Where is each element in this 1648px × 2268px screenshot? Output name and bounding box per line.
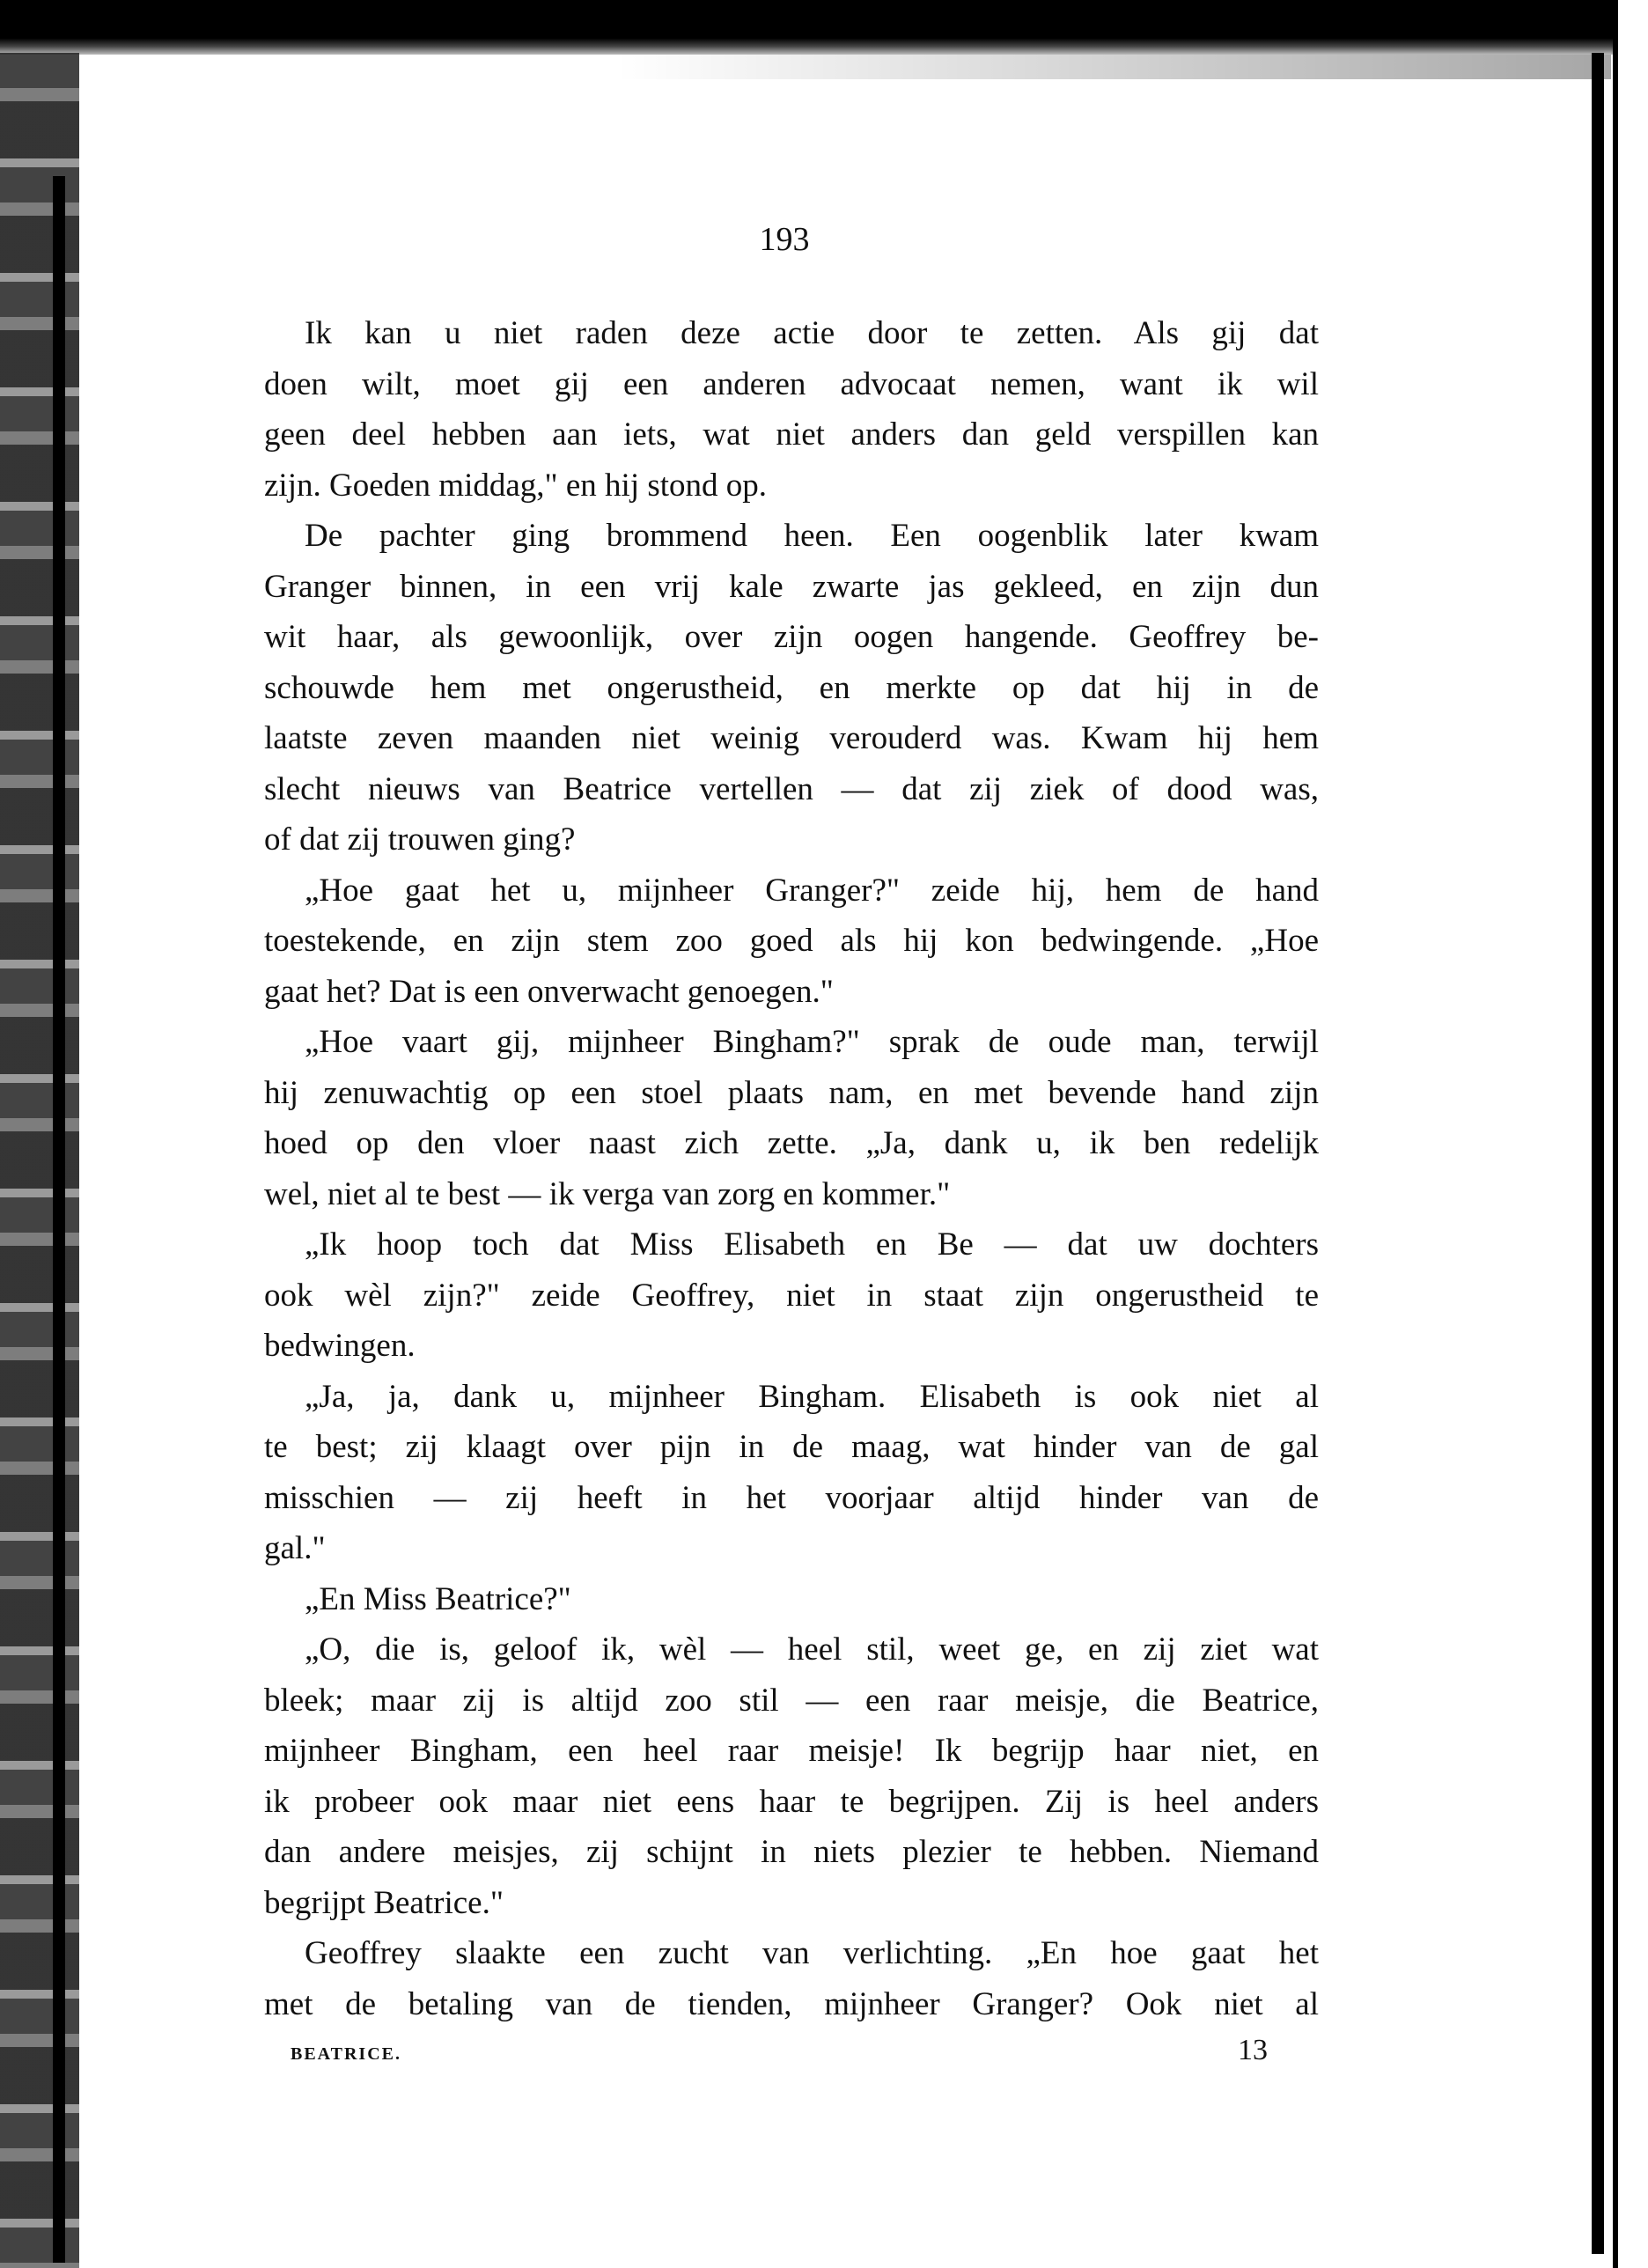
text-line: misschien — zij heeft in het voorjaar altijd hinder van de bbox=[264, 1479, 1319, 1516]
text-line: zijn. Goeden middag," en hij stond op. bbox=[264, 467, 768, 504]
text-line: gal." bbox=[264, 1530, 326, 1566]
text-line: geen deel hebben aan iets, wat niet anders dan geld verspillen kan bbox=[264, 416, 1319, 453]
text-line: met de betaling van de tienden, mijnheer Granger? Ook niet al bbox=[264, 1985, 1319, 2022]
text-line: „Ik hoop toch dat Miss Elisabeth en Be — dat uw dochters bbox=[305, 1226, 1319, 1263]
scan-shadow bbox=[616, 55, 1611, 79]
signature-mark: BEATRICE. bbox=[291, 2044, 401, 2064]
text-line: dan andere meisjes, zij schijnt in niets plezier te hebben. Niemand bbox=[264, 1834, 1319, 1870]
text-line: laatste zeven maanden niet weinig verouderd was. Kwam hij hem bbox=[264, 720, 1319, 756]
text-line: wit haar, als gewoonlijk, over zijn oogen hangende. Geoffrey be- bbox=[264, 619, 1319, 655]
text-line: hij zenuwachtig op een stoel plaats nam, en met bevende hand zijn bbox=[264, 1074, 1319, 1111]
text-line: „Ja, ja, dank u, mijnheer Bingham. Elisabeth is ook niet al bbox=[305, 1378, 1319, 1415]
text-line: Granger binnen, in een vrij kale zwarte jas gekleed, en zijn dun bbox=[264, 568, 1319, 605]
text-line: Geoffrey slaakte een zucht van verlichting. „En hoe gaat het bbox=[305, 1935, 1319, 1971]
text-line: slecht nieuws van Beatrice vertellen — dat zij ziek of dood was, bbox=[264, 770, 1319, 807]
scan-right-margin bbox=[1613, 0, 1648, 2268]
scan-right-edge bbox=[1592, 53, 1604, 2254]
text-line: mijnheer Bingham, een heel raar meisje! Ik begrijp haar niet, en bbox=[264, 1733, 1319, 1769]
text-line: bedwingen. bbox=[264, 1328, 416, 1364]
text-line: Ik kan u niet raden deze actie door te zetten. Als gij dat bbox=[305, 315, 1319, 351]
page-footer bbox=[291, 2034, 1268, 2067]
scan-binding-line bbox=[53, 176, 65, 2263]
page-number: 193 bbox=[759, 221, 810, 258]
text-line: te best; zij klaagt over pijn in de maag, wat hinder van de gal bbox=[264, 1429, 1319, 1465]
text-line: De pachter ging brommend heen. Een oogenblik later kwam bbox=[305, 518, 1319, 554]
text-line: ook wèl zijn?" zeide Geoffrey, niet in staat zijn ongerustheid te bbox=[264, 1277, 1319, 1314]
text-line: schouwde hem met ongerustheid, en merkte op dat hij in de bbox=[264, 669, 1319, 706]
text-line: hoed op den vloer naast zich zette. „Ja, dank u, ik ben redelijk bbox=[264, 1125, 1319, 1161]
scan-top-edge bbox=[0, 0, 1624, 55]
text-line: gaat het? Dat is een onverwacht genoegen." bbox=[264, 973, 834, 1010]
text-line: wel, niet al te best — ik verga van zorg en kommer." bbox=[264, 1175, 951, 1212]
text-line: doen wilt, moet gij een anderen advocaat nemen, want ik wil bbox=[264, 365, 1319, 402]
text-line: „En Miss Beatrice?" bbox=[305, 1580, 571, 1617]
text-line: „O, die is, geloof ik, wèl — heel stil, weet ge, en zij ziet wat bbox=[305, 1631, 1319, 1668]
text-line: „Hoe gaat het u, mijnheer Granger?" zeide hij, hem de hand bbox=[305, 872, 1319, 909]
body-text bbox=[264, 308, 1319, 2029]
text-line: bleek; maar zij is altijd zoo stil — een raar meisje, die Beatrice, bbox=[264, 1682, 1319, 1719]
text-line: begrijpt Beatrice." bbox=[264, 1884, 504, 1921]
scan-binding-edge bbox=[0, 53, 79, 2268]
text-line: „Hoe vaart gij, mijnheer Bingham?" sprak de oude man, terwijl bbox=[305, 1024, 1319, 1060]
text-line: toestekende, en zijn stem zoo goed als hij kon bedwingende. „Hoe bbox=[264, 923, 1319, 959]
sheet-number: 13 bbox=[1238, 2034, 1268, 2066]
text-line: ik probeer ook maar niet eens haar te begrijpen. Zij is heel anders bbox=[264, 1783, 1319, 1820]
text-line: of dat zij trouwen ging? bbox=[264, 821, 576, 858]
